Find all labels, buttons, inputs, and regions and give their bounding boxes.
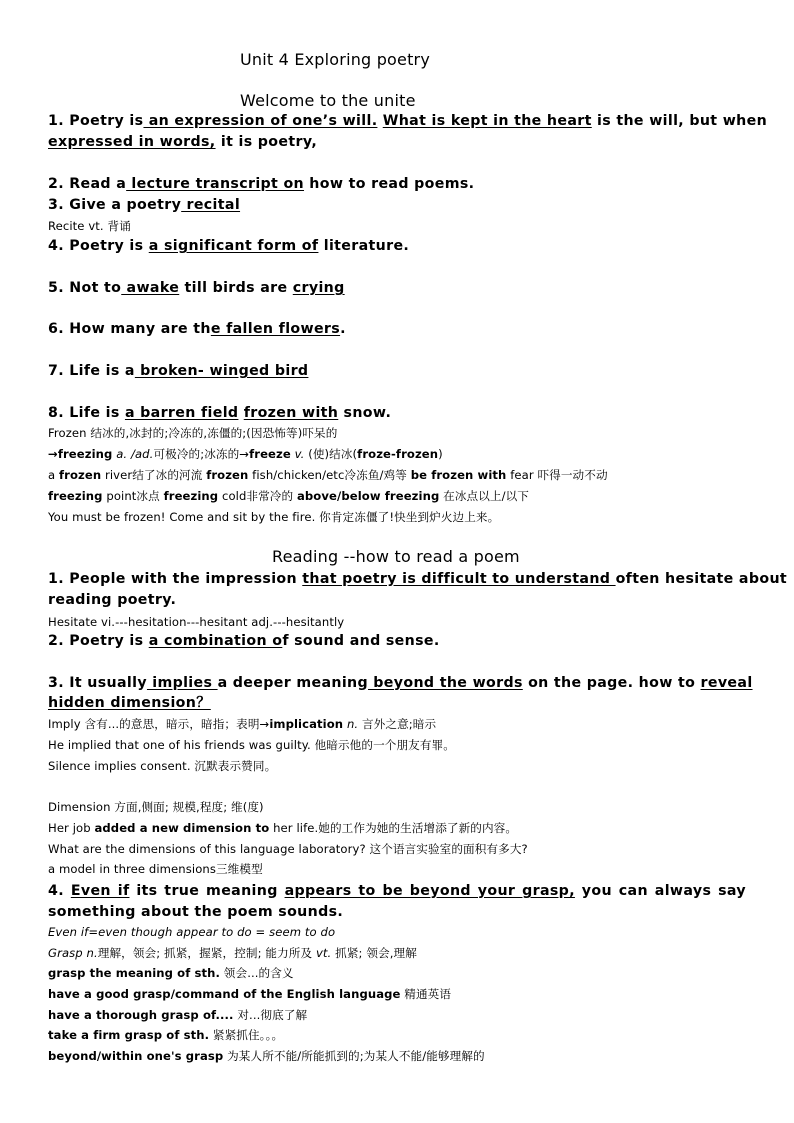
text: . [340, 321, 346, 337]
vocab-note [48, 924, 746, 940]
underlined-phrase: e fallen flowers [210, 321, 341, 337]
text: ) [438, 447, 443, 461]
text: frozen [59, 468, 102, 482]
text: n. [343, 717, 359, 731]
text: implication [269, 717, 344, 731]
underlined-phrase: recital [181, 197, 241, 213]
phrase-note [48, 1027, 746, 1043]
phrase-note [48, 986, 746, 1002]
page-title: Unit 4 Exploring poetry [240, 50, 431, 69]
text: fear 吓得一动不动 [506, 468, 608, 482]
vocab-note [48, 945, 746, 961]
underlined-phrase: beyond the words [368, 675, 523, 691]
text: is the will, but when [591, 113, 768, 129]
reading-item-2 [48, 631, 746, 651]
text: river结了冰的河流 [101, 468, 207, 482]
vocab-note: Recite vt. 背诵 [48, 219, 131, 233]
text: fish/chicken/etc冷冻鱼/鸡等 [248, 468, 411, 482]
welcome-item-2 [48, 174, 746, 194]
text: point冰点 [102, 489, 164, 503]
text: something about the poem sounds. [48, 904, 344, 920]
text: 精通英语 [400, 987, 452, 1001]
text: freezing [163, 489, 219, 503]
vocab-note: Dimension 方面,侧面; 规模,程度; 维(度) [48, 800, 264, 814]
vocab-note [48, 716, 746, 732]
welcome-item-7 [48, 361, 746, 381]
underlined-phrase: an expression of one’s will. [143, 113, 378, 129]
phrase-note [48, 965, 746, 981]
reading-item-4-cont [48, 902, 746, 922]
text: grasp the meaning of sth. [48, 966, 221, 980]
text: Reading --how to read a poem [272, 547, 520, 566]
welcome-item-5 [48, 278, 746, 298]
underlined-phrase: lecture transcript on [126, 176, 305, 192]
text: v. [290, 447, 305, 461]
section-heading-welcome: Welcome to the unite [240, 91, 416, 110]
example-sentence: a model in three dimensions三维模型 [48, 862, 263, 876]
underlined-phrase: appears to be beyond your grasp, [284, 883, 575, 899]
underlined-phrase: expressed in words, [48, 134, 216, 150]
underlined-phrase: a barren field [124, 405, 239, 421]
reading-item-3 [48, 673, 753, 693]
underlined-phrase: reveal [700, 675, 753, 691]
text: a. /ad. [112, 447, 154, 461]
section-heading-reading [48, 547, 746, 567]
text: till birds are [179, 280, 293, 296]
example-sentence: You must be frozen! Come and sit by the fire. 你肯定冻僵了!快坐到炉火边上来。 [48, 510, 500, 524]
example-sentence: Silence implies consent. 沉默表示赞同。 [48, 759, 277, 773]
text: how to read poems. [304, 176, 475, 192]
text: above/below freezing [296, 489, 440, 503]
underlined-phrase: a significant form of [148, 238, 319, 254]
text: 在冰点以上/以下 [439, 489, 529, 503]
text: 为某人所不能/所能抓到的;为某人不能/能够理解的 [223, 1049, 485, 1063]
vocab-note [48, 488, 746, 504]
text: 2. Poetry is [48, 633, 149, 649]
text: Grasp n. [48, 946, 98, 960]
text: her life.她的工作为她的生活增添了新的内容。 [269, 821, 518, 835]
reading-item-1-cont [48, 590, 746, 610]
text: 2. Read a [48, 176, 127, 192]
text: 7. Life is a [48, 363, 135, 379]
underlined-phrase: awake [121, 280, 180, 296]
text: f sound and sense. [282, 633, 440, 649]
text: snow. [338, 405, 392, 421]
welcome-item-6 [48, 319, 746, 339]
welcome-item-1 [48, 111, 768, 131]
text: 4. Poetry is [48, 238, 149, 254]
welcome-item-4 [48, 236, 746, 256]
reading-item-4 [48, 881, 746, 901]
reading-item-3-cont [48, 693, 746, 713]
underlined-phrase: frozen with [243, 405, 339, 421]
vocab-note [48, 467, 746, 483]
text: it is poetry, [215, 134, 318, 150]
text: a deeper meaning [217, 675, 369, 691]
vocab-note: Hesitate vi.---hesitation---hesitant adj.---hesitantly [48, 615, 345, 629]
text: 8. Life is [48, 405, 125, 421]
text: frozen [206, 468, 249, 482]
vocab-note [48, 446, 746, 462]
text: have a good grasp/command of the English language [48, 987, 401, 1001]
welcome-item-8 [48, 403, 746, 423]
text: reading poetry. [48, 592, 177, 608]
text: 6. How many are th [48, 321, 211, 337]
text: beyond/within one's grasp [48, 1049, 224, 1063]
text: 可极冷的;冰冻的→ [153, 447, 250, 461]
underlined-phrase: Even if [70, 883, 130, 899]
reading-item-1 [48, 569, 788, 589]
text: freezing [57, 447, 113, 461]
text: added a new dimension to [94, 821, 270, 835]
text: 领会...的含义 [220, 966, 294, 980]
text: 4. [48, 883, 71, 899]
text: 言外之意;暗示 [358, 717, 437, 731]
text: froze-frozen [357, 447, 439, 461]
underlined-phrase: broken- winged bird [134, 363, 309, 379]
text: literature. [318, 238, 410, 254]
text: → [48, 447, 58, 461]
underlined-phrase: What is kept in the heart [382, 113, 592, 129]
phrase-note [48, 1048, 746, 1064]
text: Imply 含有...的意思，暗示，暗指；表明→ [48, 717, 270, 731]
text: 1. People with the impression [48, 571, 303, 587]
underlined-phrase: crying [292, 280, 345, 296]
phrase-note [48, 1007, 746, 1023]
text: 抓紧; 领会,理解 [331, 946, 417, 960]
vocab-note: Frozen 结冰的,冰封的;冷冻的,冻僵的;(因恐怖等)吓呆的 [48, 426, 338, 440]
underlined-phrase: that poetry is difficult to understand [302, 571, 616, 587]
example-sentence: What are the dimensions of this language laboratory? 这个语言实验室的面积有多大? [48, 842, 528, 856]
text: (使)结冰( [304, 447, 358, 461]
text: on the page. how to [522, 675, 701, 691]
text: 5. Not to [48, 280, 122, 296]
underlined-phrase: implies [146, 675, 218, 691]
text: have a thorough grasp of.... [48, 1008, 234, 1022]
text: 对...彻底了解 [233, 1008, 308, 1022]
underlined-phrase: a combination o [148, 633, 283, 649]
text: often hesitate about [615, 571, 788, 587]
text: Her job [48, 821, 95, 835]
welcome-item-1-cont [48, 132, 746, 152]
text: 理解，领会; 抓紧，握紧，控制; 能力所及 [97, 946, 316, 960]
text: freeze [249, 447, 291, 461]
text: its true meaning [129, 883, 285, 899]
text: be frozen with [410, 468, 507, 482]
underlined-phrase: hidden dimension？ [48, 695, 211, 711]
text: vt. [315, 946, 332, 960]
text: cold非常冷的 [218, 489, 297, 503]
text: freezing [48, 489, 103, 503]
example-sentence: He implied that one of his friends was guilty. 他暗示他的一个朋友有罪。 [48, 738, 455, 752]
text: 紧紧抓住。。。 [209, 1028, 284, 1042]
welcome-item-3 [48, 195, 746, 215]
text: 3. It usually [48, 675, 147, 691]
text: 3. Give a poetry [48, 197, 182, 213]
text: you can always say [574, 883, 746, 899]
text: 1. Poetry is [48, 113, 144, 129]
text: a [48, 468, 59, 482]
example-sentence [48, 820, 746, 836]
text: Even if=even though appear to do = seem to do [48, 925, 336, 939]
text: take a firm grasp of sth. [48, 1028, 210, 1042]
